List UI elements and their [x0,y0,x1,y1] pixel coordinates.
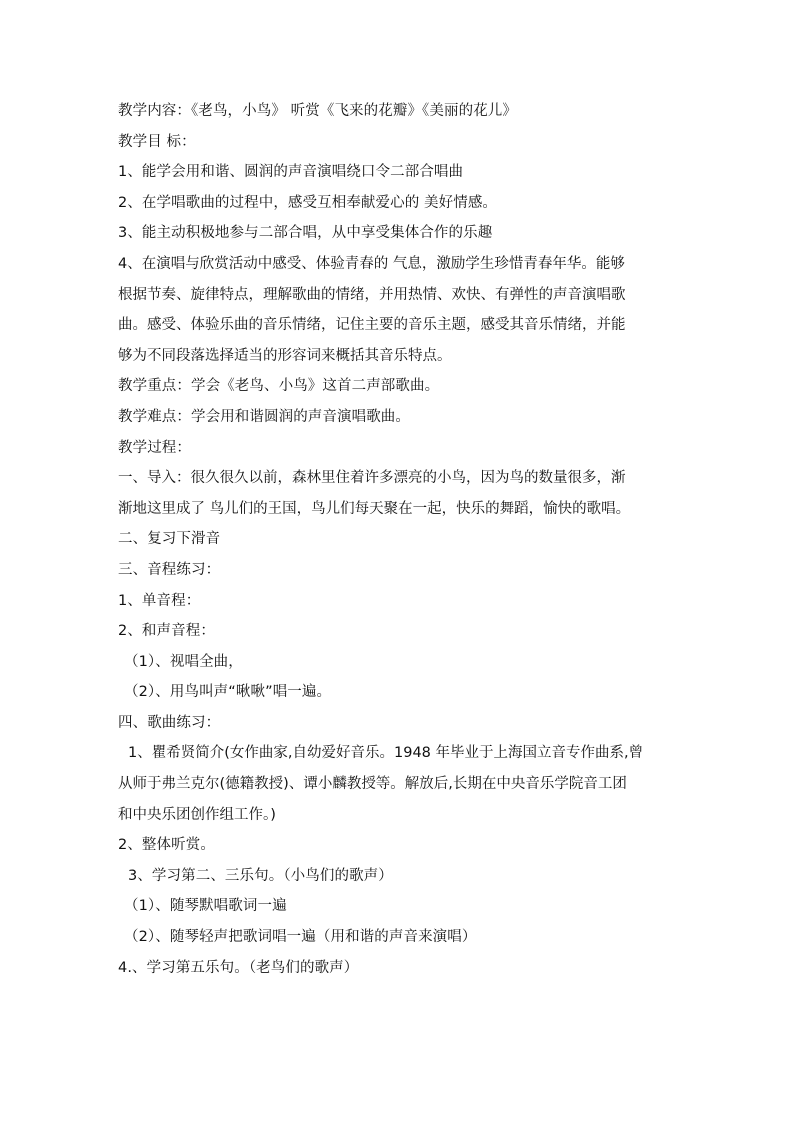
introduction-line: 一、导入：很久很久以前，森林里住着许多漂亮的小鸟，因为鸟的数量很多，渐 [118,470,626,487]
goal-4-line: 曲。感受、体验乐曲的音乐情绪，记住主要的音乐主题，感受其音乐情绪，并能 [118,317,626,334]
teaching-focus: 教学重点：学会《老鸟、小鸟》这首二声部歌曲。 [118,378,440,395]
step-listen: 2、整体听赏。 [118,837,215,854]
goal-4-line: 4、在演唱与欣赏活动中感受、体验青春的 气息，激励学生珍惜青春年华。能够 [118,255,625,272]
step-single-interval: 1、单音程： [118,592,201,609]
teaching-goals-heading: 教学目 标： [118,133,196,150]
goal-2: 2、在学唱歌曲的过程中，感受互相奉献爱心的 美好情感。 [118,194,498,211]
teaching-difficulty: 教学难点：学会用和谐圆润的声音演唱歌曲。 [118,408,410,425]
document-page [118,96,690,983]
goal-4-line: 够为不同段落选择适当的形容词来概括其音乐特点。 [118,347,452,364]
composer-intro-line: 从师于弗兰克尔(德籍教授)、谭小麟教授等。解放后,长期在中央音乐学院音工团 [118,776,627,793]
step-song-practice: 四、歌曲练习： [118,714,221,731]
composer-intro-line: 和中央乐团创作组工作。) [118,806,276,823]
step-review: 二、复习下滑音 [118,531,221,548]
teaching-process-heading: 教学过程： [118,439,191,456]
lesson-content: 教学内容：《老鸟，小鸟》 听赏《飞来的花瓣》《美丽的花儿》 [118,103,518,119]
step-harmonic-interval: 2、和声音程： [118,623,215,640]
substep-soft-sing: （2）、随琴轻声把歌词唱一遍（用和谐的声音来演唱） [124,929,477,946]
goal-3: 3、能主动积极地参与二部合唱，从中享受集体合作的乐趣 [118,225,493,242]
composer-intro [118,738,690,830]
substep-sight-sing: （1）、视唱全曲， [124,653,243,670]
introduction-line: 渐地这里成了 鸟儿们的王国，鸟儿们每天聚在一起，快乐的舞蹈，愉快的歌唱。 [118,500,631,517]
step-interval-practice: 三、音程练习： [118,561,221,578]
composer-intro-line: 1、瞿希贤简介(女作曲家,自幼爱好音乐。1948 年毕业于上海国立音专作曲系,曾 [128,745,644,762]
substep-bird-call: （2）、用鸟叫声“啾啾”唱一遍。 [124,684,332,701]
substep-silent-sing: （1）、随琴默唱歌词一遍 [124,898,287,915]
step-learn-phrases: 3、学习第二、三乐句。（小鸟们的歌声） [128,867,393,884]
step-learn-fifth-phrase: 4.、学习第五乐句。（老鸟们的歌声） [118,959,359,976]
goal-4-line: 根据节奏、旋律特点，理解歌曲的情绪，并用热情、欢快、有弹性的声音演唱歌 [118,286,626,303]
goal-4 [118,249,690,371]
goal-1: 1、能学会用和谐、圆润的声音演唱绕口令二部合唱曲 [118,164,464,181]
introduction [118,463,690,524]
